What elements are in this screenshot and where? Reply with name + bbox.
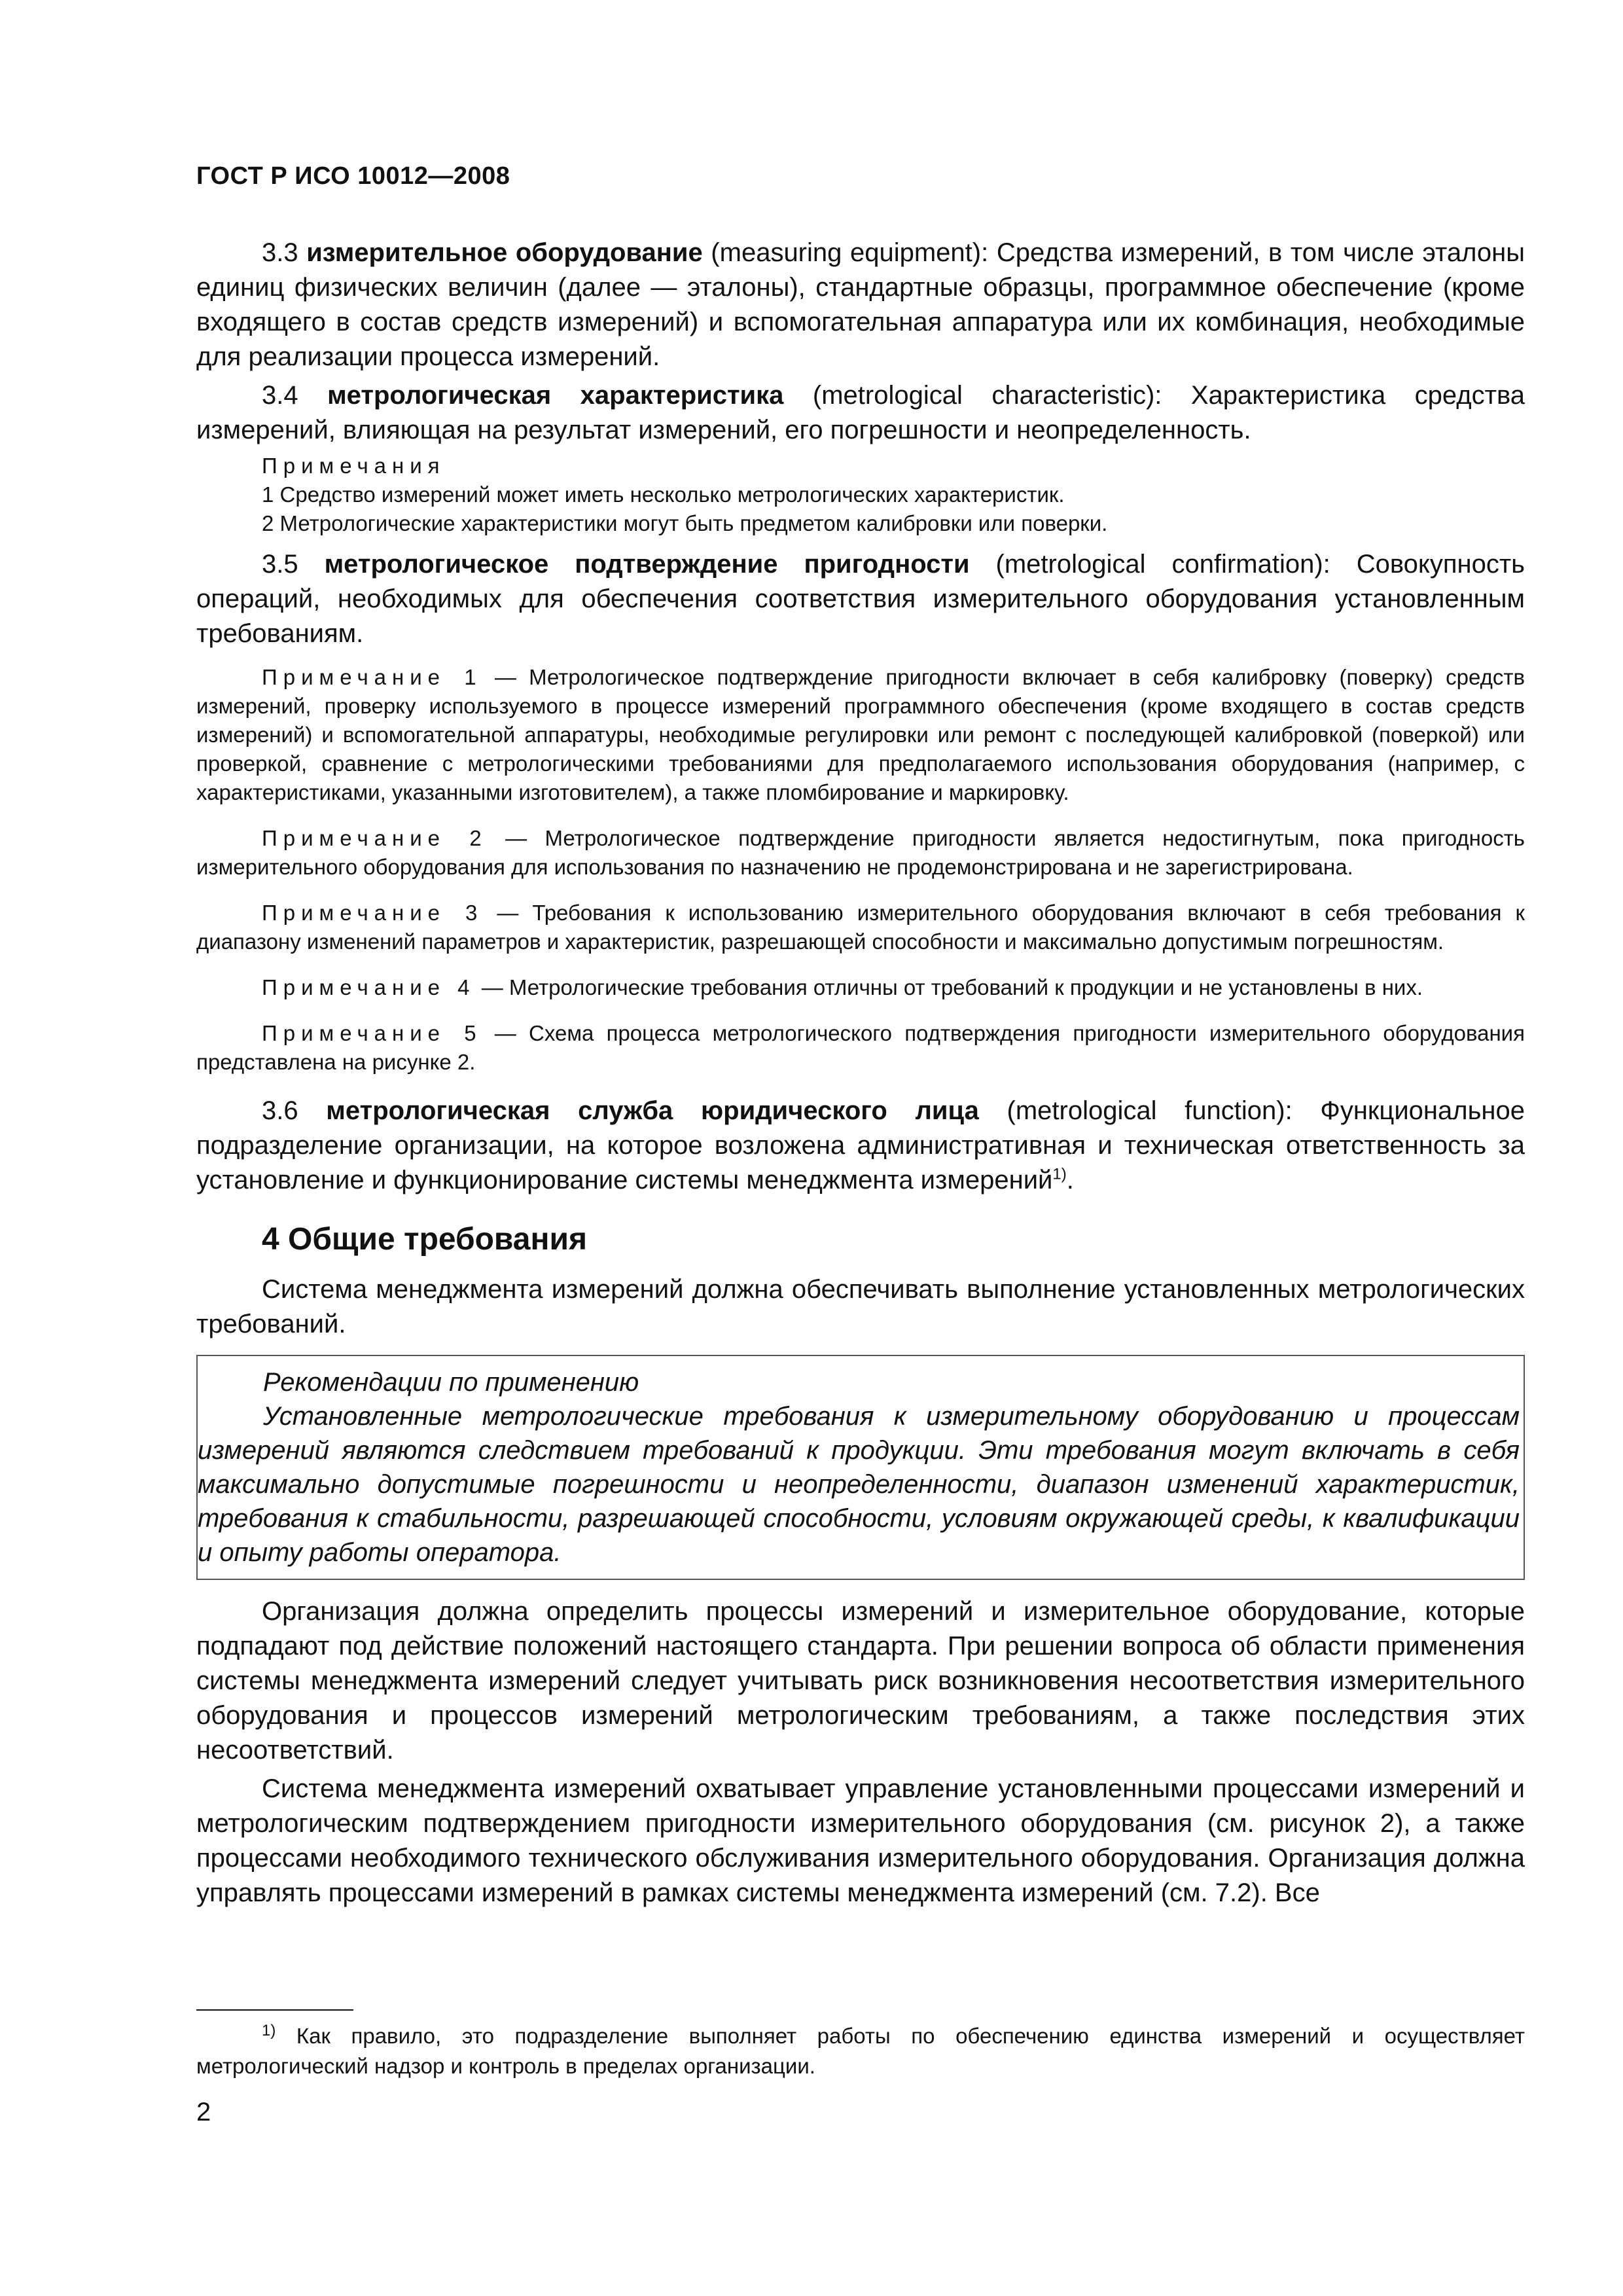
footnote [196,2021,1525,2081]
section-intro: Система менеджмента измерений должна обеспечивать выполнение установленных метрологических требований. [196,1275,1525,1338]
note-text: — Метрологическое подтверждение пригодности включает в себя калибровку (поверку) средств измерений, проверку используемого в процессе измерений программного обеспечения (кроме входящего в состав средств измерений) и вспомогательной аппаратуры, необходимые регулировки или ремонт с последующей калибровкой (поверкой) или проверкой, сравнение с метрологическими требованиями для предполагаемого использования оборудования (например, с характеристиками, указанными изготовителем), а также пломбирование и маркировку. [196,665,1525,804]
note-3 [196,899,1525,956]
notes-heading: Примечания [262,454,446,478]
definition-number: 3.5 [262,550,325,579]
note-item: 1 Средство измерений может иметь несколько метрологических характеристик. [262,482,1065,507]
definition-3-5 [196,547,1525,651]
definition-text: (metrological characteristic): Характеристика средства измерений, влияющая на результат измерений, его погрешности и неопределенность. [196,381,1525,444]
note-text: — Метрологические требования отличны от требований к продукции и не установлены в них. [475,975,1423,999]
section-title: 4 Общие требования [262,1222,587,1257]
footnote-mark: 1) [262,2022,276,2039]
definition-text: (measuring equipment): Средства измерений, в том числе эталоны единиц физических величин (далее — эталоны), стандартные образцы, программное обеспечение (кроме входящего в состав средств измерений) и вспомогательная аппаратура или их комбинация, необходимые для реализации процесса измерений. [196,238,1525,371]
note-label: Примечание 2 [262,826,488,850]
note-label: Примечание 4 [262,975,476,999]
definition-3-3 [196,236,1525,374]
note-4 [196,973,1525,1002]
paragraph: Организация должна определить процессы измерений и измерительное оборудование, которые подпадают под действие положений настоящего стандарта. При решении вопроса об области применения системы менеджмента измерений следует учитывать риск возникновения несоответствия измерительного оборудования и процессов измерений метрологическим требованиям, а также последствия этих несоответствий. [196,1597,1525,1765]
definition-term: измерительное оборудование [306,238,703,267]
definition-text: (metrological function): Функциональное подразделение организации, на которое возложена административная и техническая ответственность за установление и функционирование системы менеджмента измерений [196,1096,1525,1194]
note-5 [196,1019,1525,1077]
main-content [196,236,1525,1914]
recommendations-heading: Рекомендации по применению [263,1368,639,1397]
definition-number: 3.6 [262,1096,327,1125]
definition-3-4 [196,378,1525,448]
footnote-text: Как правило, это подразделение выполняет работы по обеспечению единства измерений и осуществляет метрологический надзор и контроль в пределах организации. [196,2024,1525,2078]
note-label: Примечание 3 [262,901,484,925]
recommendations-box [196,1355,1525,1580]
note-1 [196,663,1525,807]
paragraph: Система менеджмента измерений охватывает управление установленными процессами измерений и метрологическим подтверждением пригодности измерительного оборудования (см. рисунок 2), а также процессами необходимого технического обслуживания измерительного оборудования. Организация должна управлять процессами измерений в рамках системы менеджмента измерений (см. 7.2). Все [196,1774,1525,1907]
definition-term: метрологическая характеристика [327,381,784,410]
definition-end: . [1066,1166,1074,1194]
definition-term: метрологическое подтверждение пригодности [324,550,970,579]
definition-term: метрологическая служба юридического лица [326,1096,979,1125]
footnote-reference[interactable]: 1) [1052,1165,1067,1183]
definition-number: 3.4 [262,381,328,410]
note-2 [196,824,1525,882]
definition-number: 3.3 [262,238,307,267]
definition-text: (metrological confirmation): Совокупность операций, необходимых для обеспечения соответствия измерительного оборудования установленным требованиям. [196,550,1525,648]
document-header: ГОСТ Р ИСО 10012—2008 [196,162,510,190]
page-number: 2 [196,2098,211,2126]
footnote-divider [196,2009,353,2011]
note-label: Примечание 1 [262,665,482,689]
note-text: — Требования к использованию измерительного оборудования включают в себя требования к диапазону изменений параметров и характеристик, разрешающей способности и максимально допустимым погрешностям. [196,901,1525,954]
definition-3-6 [196,1094,1525,1198]
note-text: — Метрологическое подтверждение пригодности является недостигнутым, пока пригодность измерительного оборудования для использования по назначению не продемонстрирована и не зарегистрирована. [196,826,1525,879]
note-text: — Схема процесса метрологического подтверждения пригодности измерительного оборудования представлена на рисунке 2. [196,1021,1525,1074]
recommendations-text: Установленные метрологические требования к измерительному оборудованию и процессам измерений являются следствием требований к продукции. Эти требования могут включать в себя максимально допустимые погрешности и неопределенности, диапазон изменений характеристик, требования к стабильности, разрешающей способности, условиям окружающей среды, к квалификации и опыту работы оператора. [198,1402,1520,1567]
note-item: 2 Метрологические характеристики могут быть предметом калибровки или поверки. [262,511,1108,535]
note-label: Примечание 5 [262,1021,482,1045]
